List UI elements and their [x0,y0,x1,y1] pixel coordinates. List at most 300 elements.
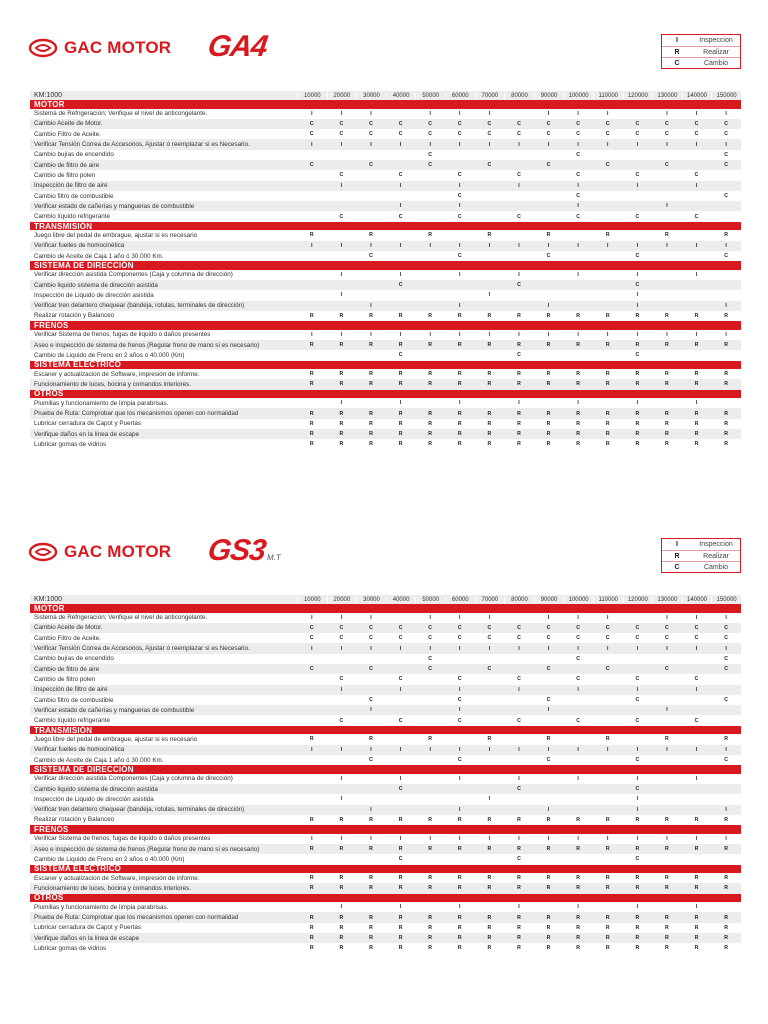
table-cell [711,707,741,713]
table-cell: I [370,614,372,621]
table-cell: I [488,110,491,117]
table-cell [475,282,505,288]
task-label: Aseo e inspección de sistema de frenos (Regular freno de mano si es necesario) [34,845,260,853]
km-column-header: 130000 [652,597,682,603]
table-cell [445,796,475,802]
table-cell [534,172,564,178]
table-cell [682,697,712,703]
table-cell: I [666,835,668,842]
task-label: Funcionamiento de luces, bocina y comandos interiores. [34,884,192,892]
table-cell: R [428,914,433,921]
km-header-label: KM:1000 [34,596,63,603]
table-cell: I [607,614,609,621]
task-label: Juego libre del pedal de embrague, ajustar si es necesario [34,735,198,743]
table-cell [711,687,741,693]
table-cell [534,292,564,298]
km-column-header: 20000 [327,597,357,603]
table-cell [415,193,445,199]
table-row [30,815,741,825]
table-cell [415,282,445,288]
task-label: Verifique daños en la línea de escape [34,430,140,438]
table-cell [386,697,416,703]
table-cell: R [457,431,462,438]
table-cell: R [517,924,521,931]
table-cell [415,904,445,910]
table-cell: I [370,835,372,842]
table-cell: I [547,806,550,813]
table-cell [445,856,475,862]
table-cell [652,272,682,278]
table-cell [504,292,534,298]
table-cell: I [429,141,431,148]
table-cell: R [369,312,373,319]
table-cell: R [369,431,373,438]
table-cell: I [311,242,313,249]
table-cell: R [576,924,581,931]
table-cell: I [636,645,639,652]
table-cell [415,687,445,693]
table-cell: C [339,120,344,127]
table-cell [297,183,327,189]
table-cell [682,856,712,862]
table-cell [415,203,445,209]
table-cell: R [605,914,610,921]
table-cell: R [724,736,728,743]
table-cell: I [666,242,668,249]
table-cell [682,736,712,742]
table-cell: R [339,431,344,438]
table-cell: R [339,410,344,417]
table-cell: I [459,686,461,693]
table-cell: I [577,835,579,842]
task-label: Lubricar gomas de vidrios [34,440,107,448]
table-cell [445,282,475,288]
table-cell [682,203,712,209]
table-cell: R [398,914,403,921]
table-cell: C [339,717,344,724]
table-cell: I [518,400,520,407]
table-cell: I [636,746,639,753]
table-cell [475,656,505,662]
table-cell: R [339,441,344,448]
table-cell [504,807,534,813]
km-column-header: 30000 [356,93,386,99]
km-column-header: 40000 [386,93,416,99]
legend-row [662,46,740,57]
table-cell [327,736,357,742]
table-cell: I [399,331,402,338]
table-cell: R [694,371,699,378]
table-cell [563,253,593,259]
table-cell [682,193,712,199]
table-cell [504,152,534,158]
task-label: Verificar fuelles de homocinética [34,746,125,754]
table-header-row [30,595,741,604]
table-cell: R [576,885,581,892]
table-cell: C [457,624,462,631]
table-cell [356,172,386,178]
table-cell [415,776,445,782]
table-cell [682,666,712,672]
table-cell [682,232,712,238]
table-cell: I [666,746,668,753]
table-cell: C [428,151,433,158]
table-cell: R [309,846,314,853]
table-cell: I [577,645,579,652]
model-title: GS3 [205,534,268,567]
section-header [30,361,741,370]
table-cell: R [369,381,373,388]
table-cell: C [398,786,403,793]
table-cell: R [576,875,581,882]
table-cell: R [694,885,699,892]
table-row [30,805,741,815]
table-cell [504,736,534,742]
table-cell: R [339,342,344,349]
table-cell [327,253,357,259]
table-cell [356,656,386,662]
table-cell: R [457,875,462,882]
table-row [30,241,741,251]
table-cell: C [724,131,728,138]
table-cell: R [665,875,669,882]
table-cell: R [517,875,521,882]
table-cell [297,697,327,703]
table-row [30,211,741,221]
table-row [30,633,741,643]
table-cell: R [339,945,344,952]
task-label: Funcionamiento de luces, bocina y comandos interiores. [34,380,192,388]
km-column-header: 80000 [504,93,534,99]
table-cell: R [398,816,403,823]
legend-label: Inspeccion [699,37,733,44]
table-cell: I [636,796,639,803]
table-row [30,311,741,321]
table-cell: C [398,352,403,359]
table-cell: R [517,420,521,427]
table-cell [297,203,327,209]
table-cell: R [517,371,521,378]
table-cell [652,776,682,782]
table-cell: R [398,935,403,942]
table-cell: I [399,904,402,911]
table-cell [682,282,712,288]
table-cell: C [398,676,403,683]
km-column-header: 30000 [356,597,386,603]
section-header [30,321,741,330]
table-cell: R [605,935,610,942]
table-cell: C [635,352,640,359]
table-cell: I [518,775,520,782]
table-cell: R [546,232,551,239]
table-cell [652,400,682,406]
table-row [30,191,741,201]
table-cell: C [635,786,640,793]
table-cell [563,303,593,309]
table-cell: C [517,131,521,138]
table-cell: I [607,110,609,117]
task-label: Sistema de Refrigeración; Verifique el nivel de anticongelante. [34,614,208,622]
table-cell: I [459,904,461,911]
table-cell: I [695,242,698,249]
table-cell: C [724,193,728,200]
task-label: Inspección de Liquido de dirección asistida [34,291,154,299]
table-cell [445,232,475,238]
table-cell: I [695,400,698,407]
table-cell: R [635,846,640,853]
table-cell [623,111,653,117]
km-column-header: 140000 [682,597,712,603]
km-column-header: 130000 [652,93,682,99]
table-cell [711,796,741,802]
table-row [30,923,741,933]
table-cell: C [576,624,581,631]
task-label: Cambio de Liquido de Freno en 2 años o 40.000 (Km) [34,351,185,359]
km-column-header: 110000 [593,93,623,99]
task-label: Verificar tren delantero chequear (bandeja, rotulas, terminales de dirección) [34,302,245,310]
table-cell [504,666,534,672]
table-cell [445,736,475,742]
task-label: Lubricar cerradura de Capot y Puertas [34,924,142,932]
section-header [30,894,741,903]
table-cell [652,676,682,682]
table-cell: I [547,746,550,753]
table-cell [711,856,741,862]
table-cell: C [724,697,728,704]
table-cell: I [607,645,609,652]
table-cell: I [695,746,698,753]
table-row [30,933,741,943]
table-cell: I [311,835,313,842]
table-cell: R [694,816,699,823]
table-cell: R [605,371,610,378]
task-label: Cambio de Aceite de Caja 1 año ó 30.000 Km. [34,252,164,260]
km-column-header: 10000 [297,597,327,603]
table-cell [504,796,534,802]
table-cell: I [459,242,461,249]
legend-code: I [676,541,678,548]
table-cell: C [309,666,314,673]
table-cell: C [457,635,462,642]
task-label: Lubricar gomas de vidrios [34,944,107,952]
table-cell: R [428,945,433,952]
table-cell: I [459,645,461,652]
table-cell: R [339,381,344,388]
table-cell: I [518,331,520,338]
table-cell: I [577,904,579,911]
table-cell [356,687,386,693]
table-cell: R [369,816,373,823]
table-cell: R [309,945,314,952]
table-cell: C [724,162,728,169]
table-cell [563,232,593,238]
table-cell: C [339,624,344,631]
table-cell [475,172,505,178]
table-cell: R [665,885,669,892]
brand-logo [28,539,171,565]
table-cell: R [369,935,373,942]
table-cell [475,776,505,782]
table-cell: R [398,875,403,882]
task-label: Cambio Filtro de Aceite. [34,130,101,138]
table-cell: I [370,302,372,309]
table-cell: I [429,835,431,842]
table-cell: I [518,242,520,249]
table-cell: C [428,655,433,662]
table-cell [297,282,327,288]
table-cell: C [605,666,610,673]
table-cell: R [605,410,610,417]
table-cell [593,303,623,309]
table-cell [563,786,593,792]
table-cell [445,786,475,792]
table-cell: C [487,666,492,673]
table-cell: R [605,846,610,853]
table-cell: R [457,381,462,388]
table-cell: C [309,120,314,127]
table-cell: C [605,162,610,169]
section-header [30,865,741,874]
table-cell: R [635,441,640,448]
table-cell: R [724,914,728,921]
table-cell: R [517,885,521,892]
table-cell: R [694,875,699,882]
task-label: Prueba de Ruta: Comprobar que los mecanismos operen con normalidad [34,410,239,418]
table-cell [356,282,386,288]
table-cell: I [488,614,491,621]
table-cell [297,253,327,259]
task-label: Cambio de filtro de aire [34,161,100,169]
table-cell: R [457,914,462,921]
table-cell: C [724,120,728,127]
table-cell: R [517,410,521,417]
table-cell [415,172,445,178]
table-cell [623,736,653,742]
table-cell: R [457,371,462,378]
table-cell [504,253,534,259]
table-cell: C [428,131,433,138]
table-cell: I [429,614,431,621]
table-cell [534,676,564,682]
table-cell: I [636,271,639,278]
table-cell: R [309,342,314,349]
table-cell: I [399,746,402,753]
table-cell [593,904,623,910]
table-cell: I [547,141,550,148]
table-cell: R [339,816,344,823]
table-cell [652,193,682,199]
task-label: Verificar tren delantero chequear (bandeja, rotulas, terminales de dirección) [34,806,245,814]
table-cell [356,193,386,199]
table-cell: R [428,924,433,931]
table-cell [534,282,564,288]
table-cell [593,656,623,662]
table-cell: C [694,131,699,138]
table-cell: I [459,707,461,714]
task-label: Sistema de Refrigeración; Verifique el nivel de anticongelante. [34,110,208,118]
table-cell: R [398,410,403,417]
task-label: Cambio filtro de combustible [34,696,114,704]
table-cell: I [399,400,402,407]
table-cell: I [636,302,639,309]
table-cell: R [546,431,551,438]
table-cell: I [370,746,372,753]
table-cell: I [695,110,698,117]
table-cell: R [635,312,640,319]
table-cell: R [576,914,581,921]
table-cell [593,172,623,178]
table-cell: R [517,935,521,942]
table-cell: R [487,441,492,448]
task-label: Cambio de filtro de aire [34,665,100,673]
table-cell [593,152,623,158]
km-column-header: 20000 [327,93,357,99]
table-cell: C [309,162,314,169]
table-cell: R [665,914,669,921]
table-cell: C [369,697,373,704]
table-cell: I [518,141,520,148]
table-cell: R [665,945,669,952]
table-cell: R [457,441,462,448]
table-cell: I [666,707,668,714]
table-cell: C [517,624,521,631]
table-cell [356,183,386,189]
table-cell: R [576,371,581,378]
table-cell [534,856,564,862]
table-cell [504,193,534,199]
section-header [30,390,741,399]
task-label: Cambio bujías de encendido [34,655,114,663]
task-label: Cambio líquido refrigerante [34,717,110,725]
table-cell [504,707,534,713]
table-cell: I [370,141,372,148]
table-cell: I [459,302,461,309]
model-name [206,534,285,568]
table-cell [682,656,712,662]
table-cell: I [488,331,491,338]
table-cell: C [428,162,433,169]
table-cell: R [635,945,640,952]
table-cell [652,282,682,288]
table-row [30,613,741,623]
table-cell: I [725,746,727,753]
table-cell [504,303,534,309]
table-cell [475,214,505,220]
table-cell: R [517,381,521,388]
task-label: Verificar Tensión Correa de Accesorios, Ajustar ó reemplazar si es Necesario. [34,645,250,653]
table-cell: C [635,757,640,763]
table-cell [386,193,416,199]
section-title: SISTEMA ELECTRICO [34,360,122,370]
table-cell [652,807,682,813]
table-cell: I [370,645,372,652]
table-cell: R [339,935,344,942]
legend-code: C [674,563,680,571]
table-cell: C [605,131,610,138]
table-cell [475,193,505,199]
task-label: Cambio de filtro polen [34,171,96,179]
table-cell: I [666,110,668,117]
task-label: Cambio bujías de encendido [34,151,114,159]
table-cell [563,282,593,288]
table-cell: R [546,945,551,952]
legend [661,538,741,573]
table-cell [534,796,564,802]
table-cell [475,807,505,813]
table-cell: R [724,232,728,239]
table-cell: C [369,162,373,169]
table-cell [652,856,682,862]
